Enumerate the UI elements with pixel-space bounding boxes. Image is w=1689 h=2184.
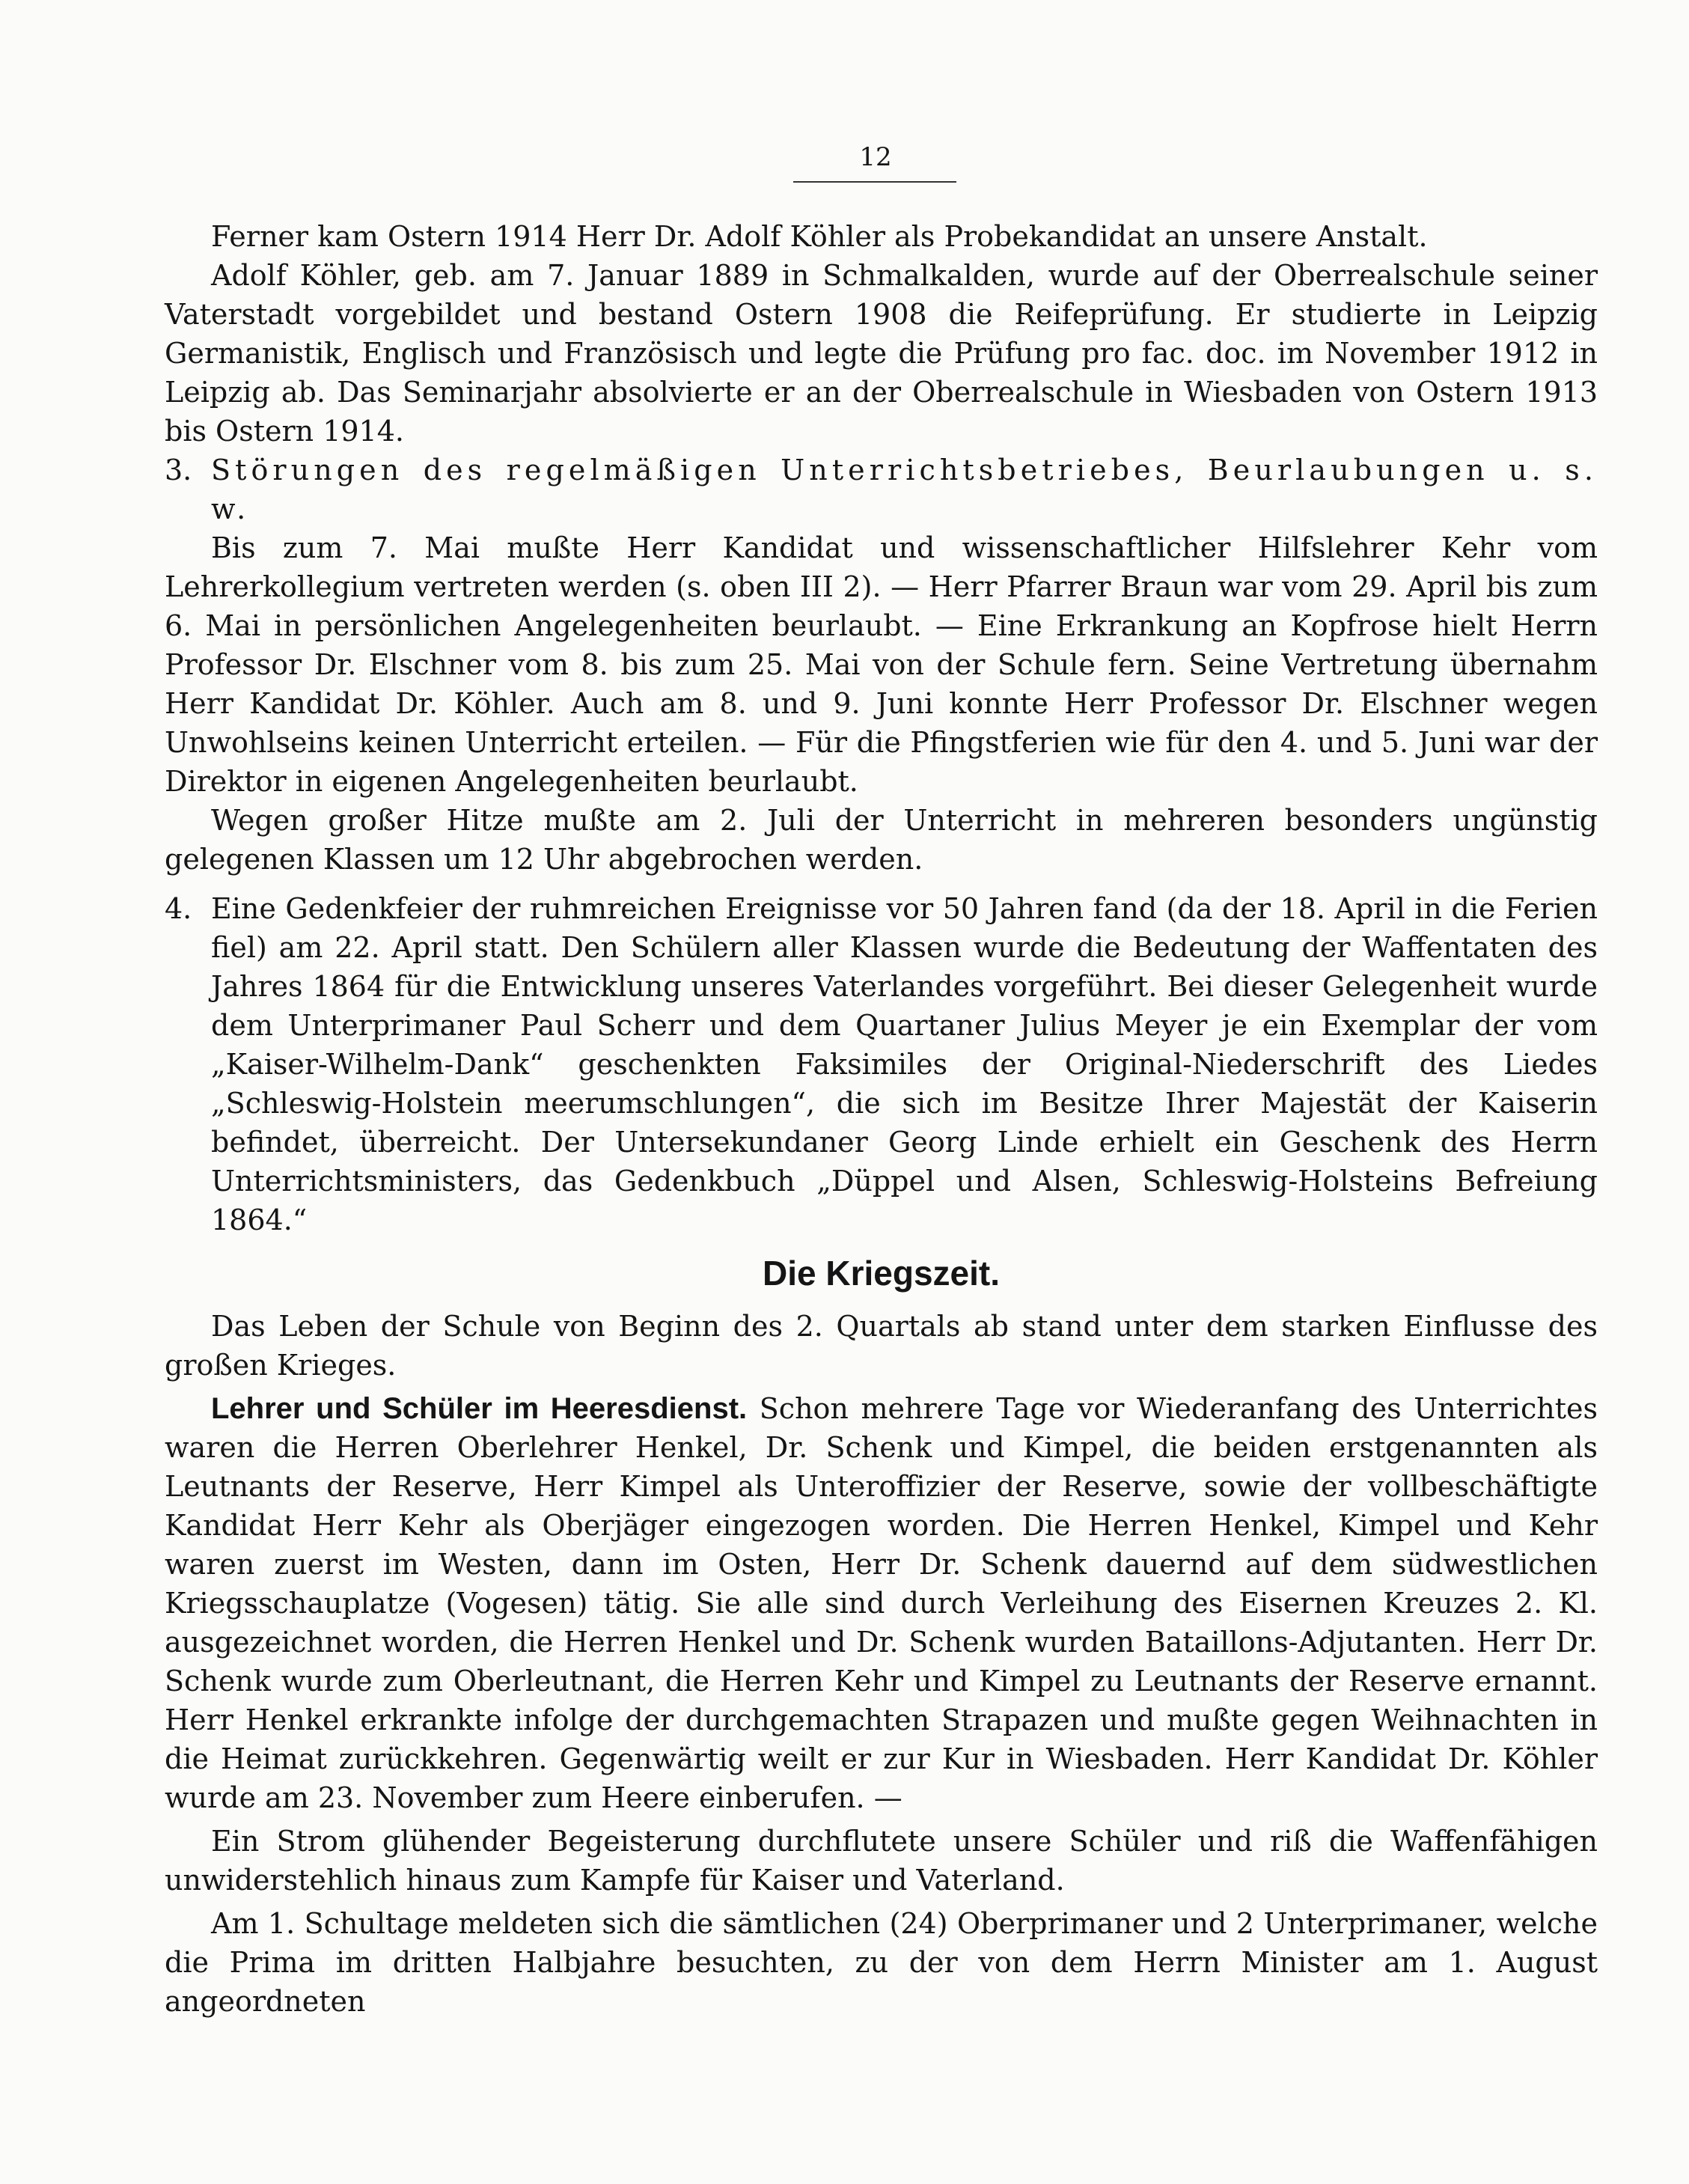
item-3-number: 3. — [165, 454, 192, 486]
paragraph-first-schoolday: Am 1. Schultage meldeten sich die sämtlichen (24) Oberprimaner und 2 Unterprimaner, welche die Prima im dritten Halbjahre besuchten, zu der von dem Herrn Minister am 1. August angeordneten — [165, 1907, 1598, 2018]
paragraph-absences: Bis zum 7. Mai mußte Herr Kandidat und wissenschaftlicher Hilfslehrer Kehr vom Lehrerkollegium vertreten werden (s. oben III 2). — Herr Pfarrer Braun war vom 29. April bis zum 6. Mai in persönlichen Angelegenheiten beurlaubt. — Eine Erkrankung an Kopfrose hielt Herrn Professor Dr. Elschner vom 8. bis zum 25. Mai von der Schule fern. Seine Vertretung übernahm Herr Kandidat Dr. Köhler. Auch am 8. und 9. Juni konnte Herr Professor Dr. Elschner wegen Unwohlseins keinen Unterricht erteilen. — Für die Pfingstferien wie für den 4. und 5. Juni war der Direktor in eigenen Angelegenheiten beurlaubt. — [165, 531, 1598, 798]
page-number-rule — [793, 181, 956, 183]
section-heading-kriegszeit: Die Kriegszeit. — [763, 1254, 1000, 1293]
paragraph-begeisterung: Ein Strom glühender Begeisterung durchflutete unsere Schüler und riß die Waffenfähigen unwiderstehlich hinaus zum Kampfe für Kaiser und Vaterland. — [165, 1825, 1598, 1897]
paragraph-heat: Wegen großer Hitze mußte am 2. Juli der Unterricht in mehreren besonders ungünstig gelegenen Klassen um 12 Uhr abgebrochen werden. — [165, 804, 1598, 876]
item-4 — [165, 889, 1598, 1239]
item-3-title: Störungen des regelmäßigen Unterrichtsbetriebes, Beurlaubungen u. s. w. — [211, 454, 1598, 525]
paragraph-war-intro: Das Leben der Schule von Beginn des 2. Quartals ab stand unter dem starken Einflusse des großen Krieges. — [165, 1310, 1598, 1382]
war-text-block — [165, 1307, 1598, 2021]
paragraph-heeresdienst — [165, 1389, 1598, 1817]
upper-text-block — [165, 217, 1598, 1239]
paragraph-koehler-bio: Adolf Köhler, geb. am 7. Januar 1889 in Schmalkalden, wurde auf der Oberrealschule seiner Vaterstadt vorgebildet und bestand Ostern 1908 die Reifeprüfung. Er studierte in Leipzig Germanistik, Englisch und Französisch und legte die Prüfung pro fac. doc. im November 1912 in Leipzig ab. Das Seminarjahr absolvierte er an der Oberrealschule in Wiesbaden von Ostern 1913 bis Ostern 1914. — [165, 259, 1598, 448]
paragraph-heeresdienst-text: Schon mehrere Tage vor Wiederanfang des Unterrichtes waren die Herren Oberlehrer Henkel, Dr. Schenk und Kimpel, die beiden erstgenannten als Leutnants der Reserve, Herr Kimpel als Unteroffizier der Reserve, sowie der vollbeschäftigte Kandidat Herr Kehr als Oberjäger eingezogen worden. Die Herren Henkel, Kimpel und Kehr waren zuerst im Westen, dann im Osten, Herr Dr. Schenk dauernd auf dem südwestlichen Kriegsschauplatze (Vogesen) tätig. Sie alle sind durch Verleihung des Eisernen Kreuzes 2. Kl. ausgezeichnet worden, die Herren Henkel und Dr. Schenk wurden Bataillons-Adjutanten. Herr Dr. Schenk wurde zum Oberleutnant, die Herren Kehr und Kimpel zu Leutnants der Reserve ernannt. Herr Henkel erkrankte infolge der durchgemachten Strapazen und mußte gegen Weihnachten in die Heimat zurückkehren. Gegenwärtig weilt er zur Kur in Wiesbaden. Herr Kandidat Dr. Köhler wurde am 23. November zum Heere einberufen. — — [165, 1392, 1598, 1814]
item-4-text: Eine Gedenkfeier der ruhmreichen Ereignisse vor 50 Jahren fand (da der 18. April in die Ferien fiel) am 22. April statt. Den Schülern aller Klassen wurde die Bedeutung der Waffentaten des Jahres 1864 für die Entwicklung unseres Vaterlandes vorgeführt. Bei dieser Gelegenheit wurde dem Unterprimaner Paul Scherr und dem Quartaner Julius Meyer je ein Exemplar der vom „Kaiser-Wilhelm-Dank“ geschenkten Faksimiles der Original-Niederschrift des Liedes „Schleswig-Holstein meerumschlungen“, die sich im Besitze Ihrer Majestät der Kaiserin befindet, überreicht. Der Untersekundaner Georg Linde erhielt ein Geschenk des Herrn Unterrichtsministers, das Gedenkbuch „Düppel und Alsen, Schleswig-Holsteins Befreiung 1864.“ — [211, 892, 1598, 1236]
item-3-heading — [165, 451, 1598, 528]
subheading-heeresdienst: Lehrer und Schüler im Heeresdienst. — [211, 1392, 748, 1425]
page-number: 12 — [859, 142, 892, 172]
paragraph-koehler-intro: Ferner kam Ostern 1914 Herr Dr. Adolf Köhler als Probekandidat an unsere Anstalt. — [211, 220, 1428, 253]
item-4-number: 4. — [165, 892, 192, 925]
